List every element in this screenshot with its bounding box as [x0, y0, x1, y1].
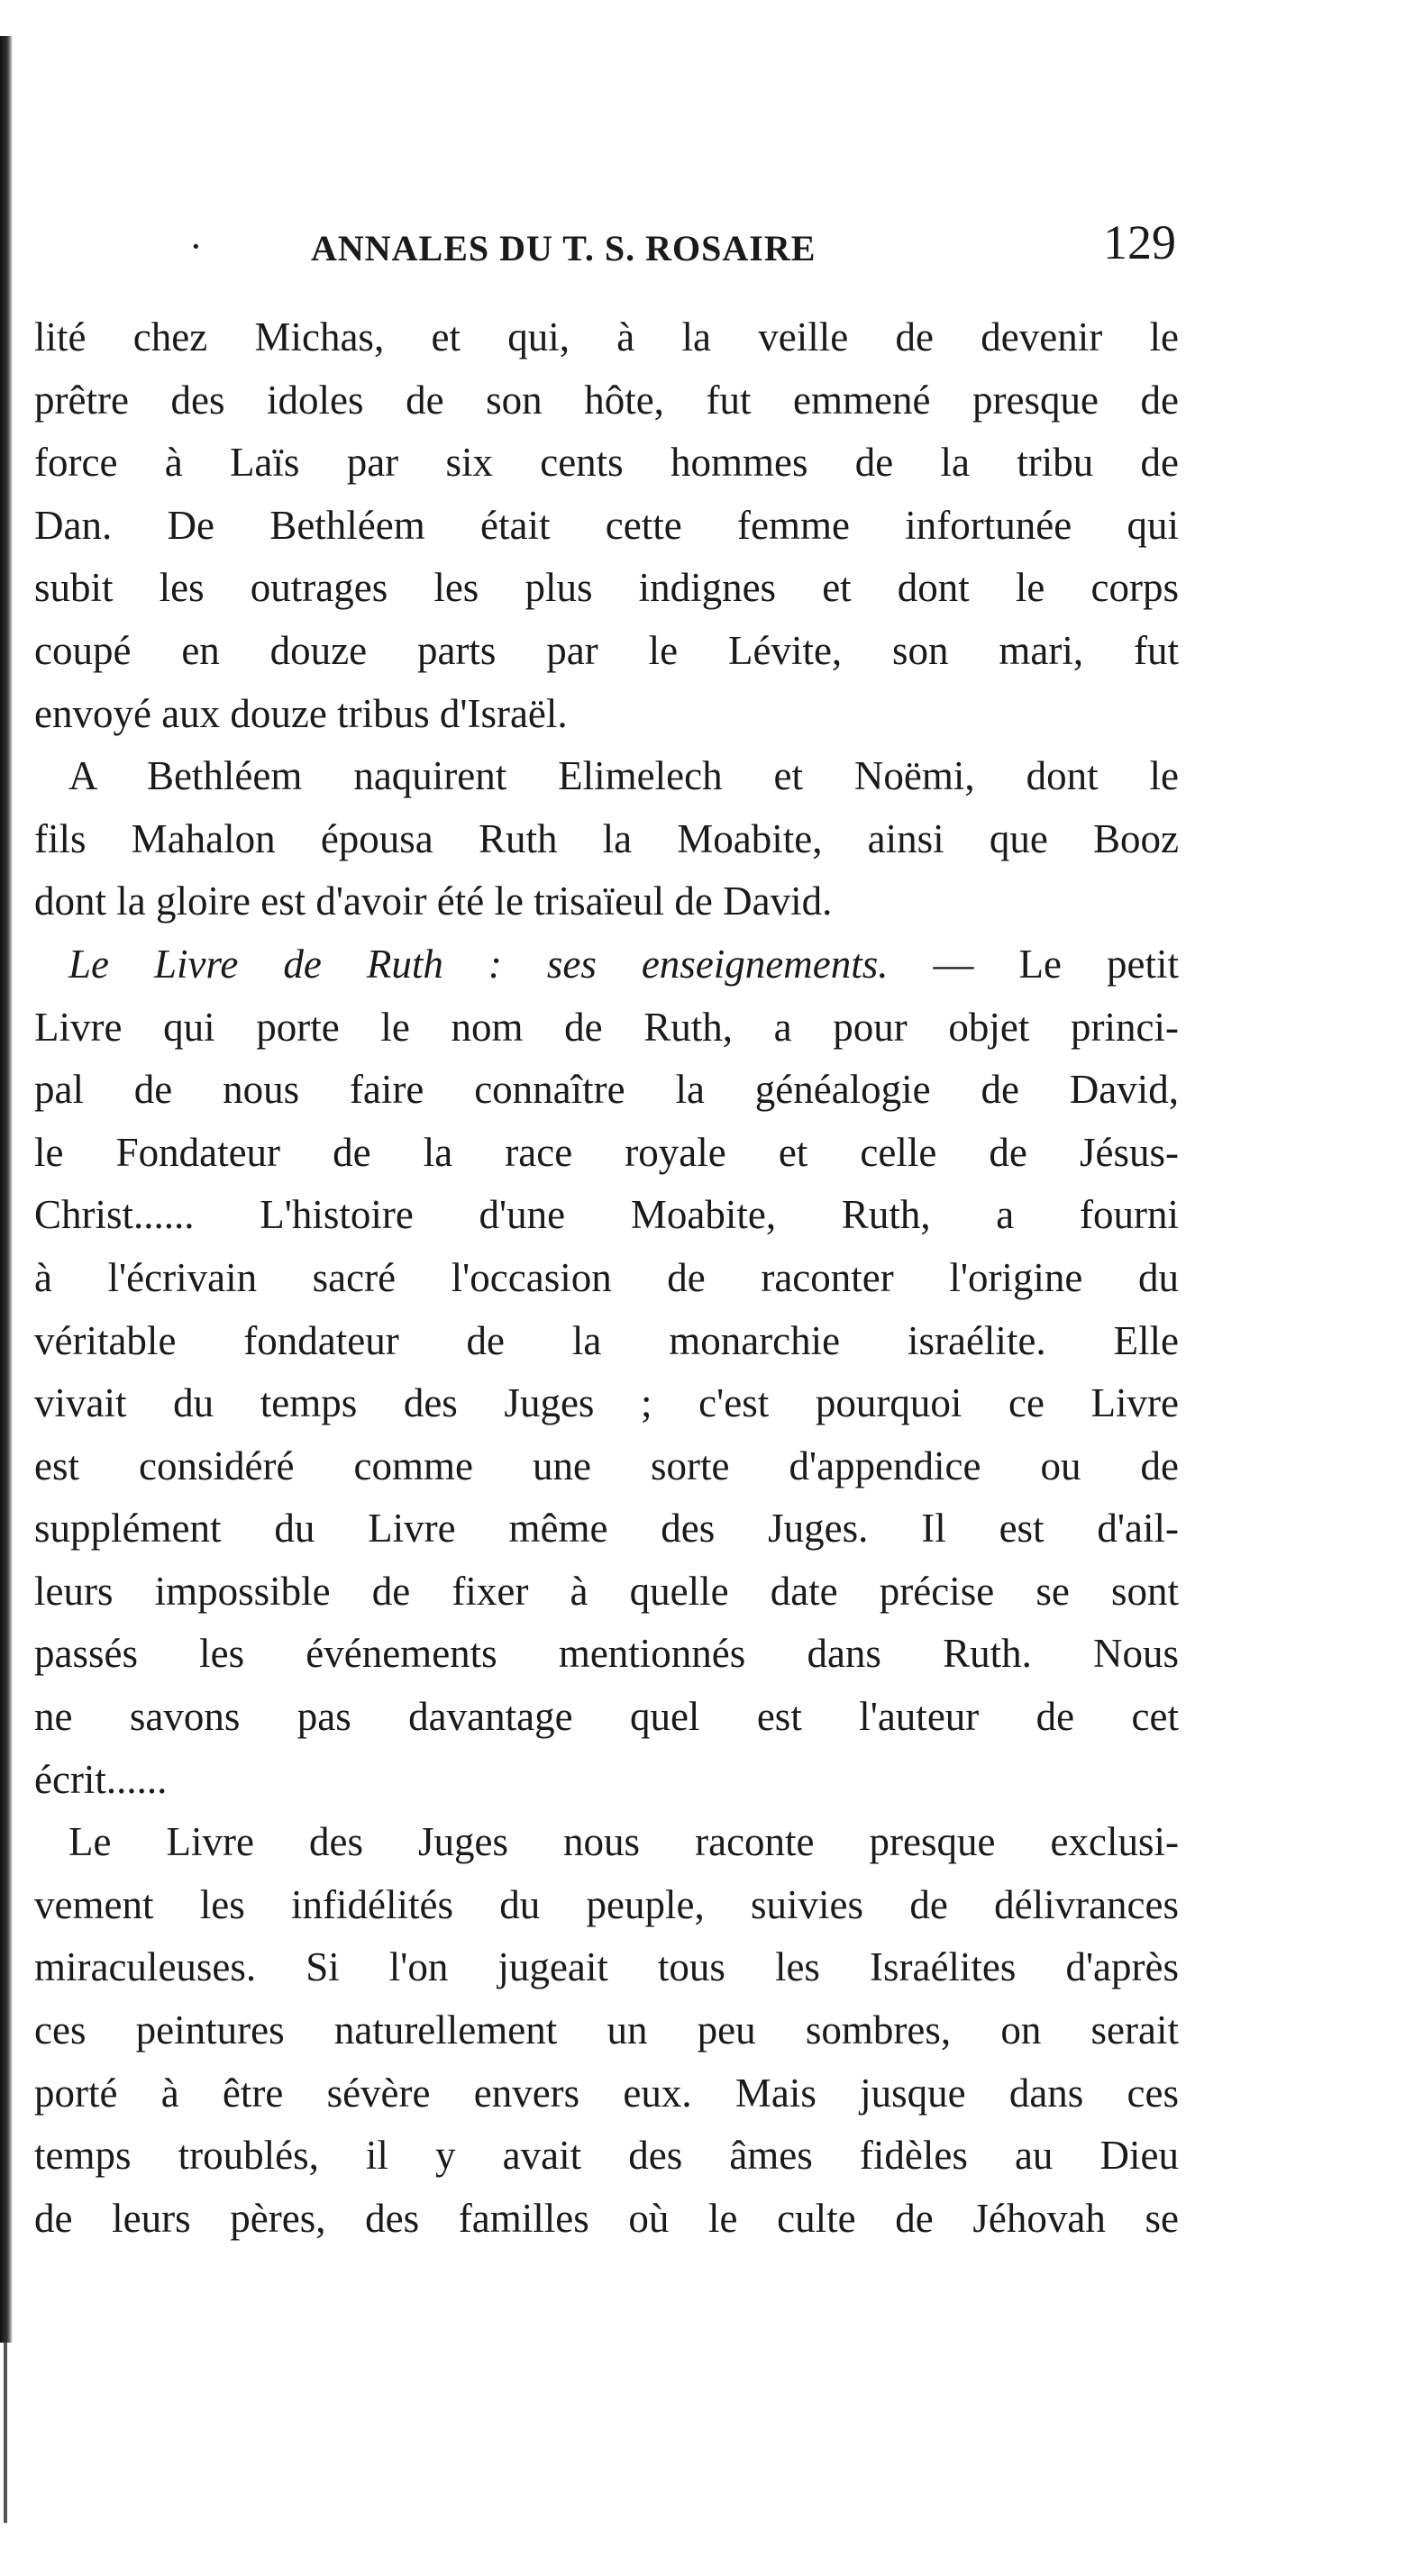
text-line: Livre qui porte le nom de Ruth, a pour objet princi- [34, 1004, 1179, 1050]
text-line: ces peintures naturellement un peu sombres, on serait [34, 2007, 1179, 2053]
section-heading: Le Livre de Ruth : ses enseignements. [68, 941, 889, 987]
text-line: miraculeuses. Si l'on jugeait tous les Israélites d'après [34, 1944, 1179, 1990]
text-line: ne savons pas davantage quel est l'auteur de cet [34, 1694, 1179, 1740]
text-line: temps troublés, il y avait des âmes fidèles au Dieu [34, 2133, 1179, 2179]
text-line: supplément du Livre même des Juges. Il est d'ail- [34, 1506, 1179, 1552]
running-title: ANNALES DU T. S. ROSAIRE [311, 228, 816, 269]
text-line: Christ...... L'histoire d'une Moabite, Ruth, a fourni [34, 1192, 1179, 1238]
text-line: coupé en douze parts par le Lévite, son mari, fut [34, 627, 1179, 673]
text-line: prêtre des idoles de son hôte, fut emmené presque de [34, 377, 1179, 423]
page-number: 129 [1103, 215, 1176, 269]
text-line: à l'écrivain sacré l'occasion de raconter l'origine du [34, 1254, 1179, 1300]
body-text [34, 306, 1179, 2250]
text-line: lité chez Michas, et qui, à la veille de devenir le [34, 314, 1179, 360]
text-line: force à Laïs par six cents hommes de la tribu de [34, 440, 1179, 486]
text-line: porté à être sévère envers eux. Mais jusque dans ces [34, 2070, 1179, 2116]
text-line: leurs impossible de fixer à quelle date précise se sont [34, 1568, 1179, 1614]
text-line: pal de nous faire connaître la généalogie de David, [34, 1067, 1179, 1113]
book-spine-edge [0, 36, 13, 2343]
text-line: envoyé aux douze tribus d'Israël. [34, 690, 568, 736]
text-line: écrit...... [34, 1756, 168, 1802]
text-line: fils Mahalon épousa Ruth la Moabite, ainsi que Booz [34, 815, 1179, 861]
header-dot: · [189, 224, 203, 269]
text-line: de leurs pères, des familles où le culte de Jéhovah se [34, 2195, 1179, 2241]
text-line: Dan. De Bethléem était cette femme infortunée qui [34, 502, 1179, 548]
text-line: véritable fondateur de la monarchie israélite. Elle [34, 1317, 1179, 1363]
text-line: Le Livre des Juges nous raconte presque exclusi- [68, 1819, 1179, 1865]
book-spine-tail [4, 2343, 7, 2523]
heading-continuation: — Le petit [888, 941, 1179, 987]
text-line: vement les infidélités du peuple, suivies de délivrances [34, 1881, 1179, 1927]
page-header [36, 214, 1176, 287]
section-heading-line [34, 933, 1179, 997]
text-line: dont la gloire est d'avoir été le trisaïeul de David. [34, 878, 833, 924]
text-line: passés les événements mentionnés dans Ruth. Nous [34, 1631, 1179, 1677]
text-line: est considéré comme une sorte d'appendice ou de [34, 1443, 1179, 1488]
text-line: vivait du temps des Juges ; c'est pourquoi ce Livre [34, 1380, 1179, 1426]
text-line: le Fondateur de la race royale et celle de Jésus- [34, 1129, 1179, 1175]
text-line: subit les outrages les plus indignes et dont le corps [34, 565, 1179, 611]
text-line: A Bethléem naquirent Elimelech et Noëmi, dont le [68, 753, 1179, 799]
